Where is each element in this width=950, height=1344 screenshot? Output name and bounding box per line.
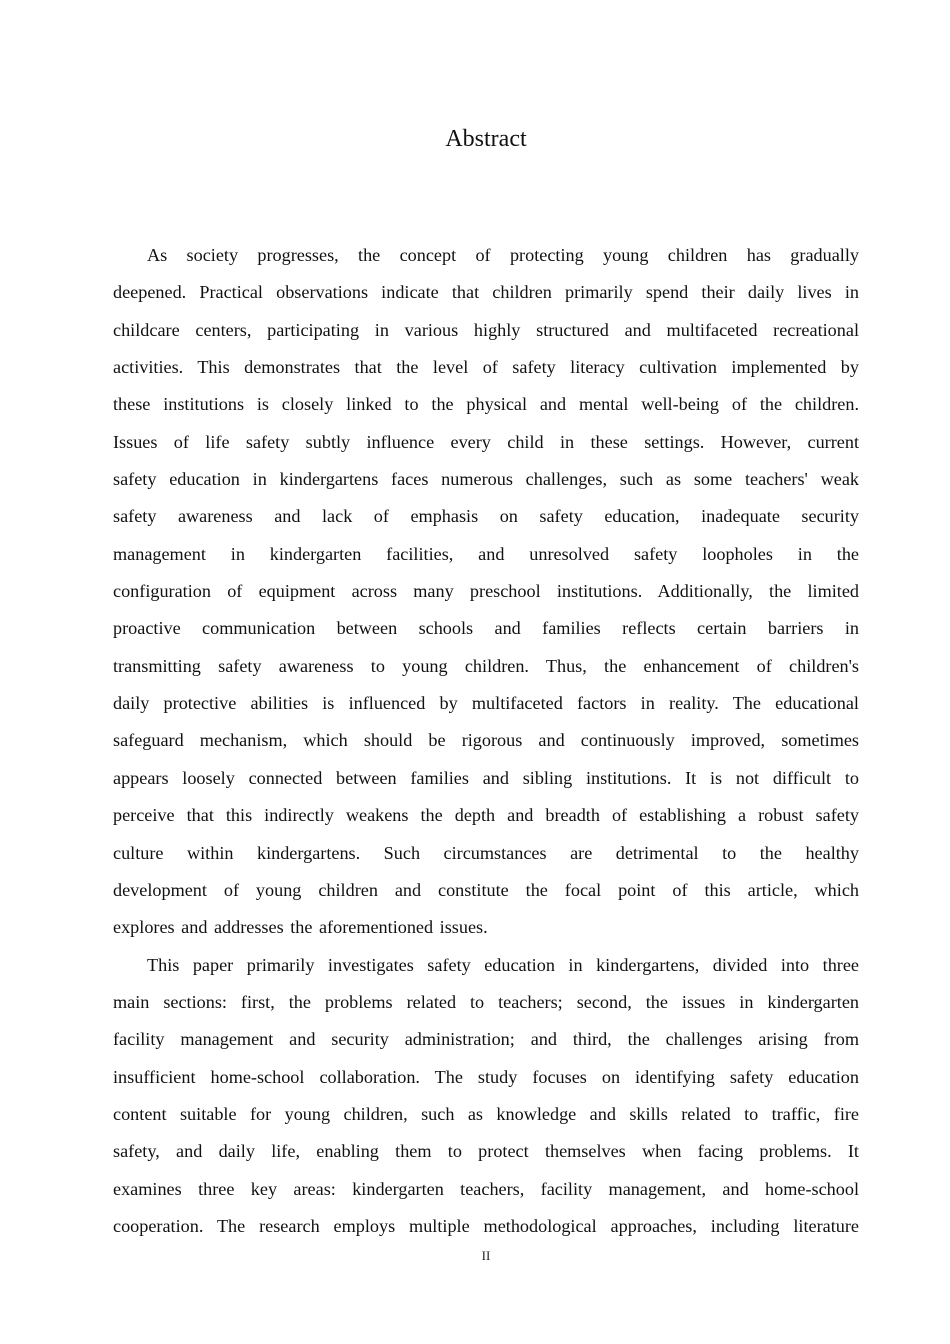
page-title: Abstract <box>445 126 527 152</box>
text-line: development of young children and constitute the focal point of this article, which <box>113 879 859 900</box>
text-line: these institutions is closely linked to the physical and mental well-being of the children. <box>113 394 859 415</box>
text-line: content suitable for young children, such as knowledge and skills related to traffic, fire <box>113 1103 859 1124</box>
abstract-body <box>113 240 859 1248</box>
text-line: appears loosely connected between families and sibling institutions. It is not difficult to <box>113 767 859 788</box>
text-line: deepened. Practical observations indicate that children primarily spend their daily lives in <box>113 282 859 303</box>
page-number: II <box>481 1248 491 1263</box>
text-line: This paper primarily investigates safety education in kindergartens, divided into three <box>147 954 859 975</box>
text-line: facility management and security administration; and third, the challenges arising from <box>113 1029 859 1050</box>
text-line: childcare centers, participating in various highly structured and multifaceted recreational <box>113 319 859 340</box>
text-line: safeguard mechanism, which should be rigorous and continuously improved, sometimes <box>113 730 859 751</box>
text-line: As society progresses, the concept of protecting young children has gradually <box>147 245 859 265</box>
text-line: examines three key areas: kindergarten teachers, facility management, and home-school <box>113 1178 859 1199</box>
text-line: insufficient home-school collaboration. The study focuses on identifying safety education <box>113 1066 859 1087</box>
text-line: proactive communication between schools and families reflects certain barriers in <box>113 618 859 639</box>
paragraph-1 <box>113 240 859 950</box>
text-line: main sections: first, the problems related to teachers; second, the issues in kindergarten <box>113 991 859 1012</box>
text-line: perceive that this indirectly weakens the depth and breadth of establishing a robust safety <box>113 805 859 826</box>
text-line: configuration of equipment across many preschool institutions. Additionally, the limited <box>113 581 859 602</box>
text-line: transmitting safety awareness to young children. Thus, the enhancement of children's <box>113 655 859 676</box>
text-line: culture within kindergartens. Such circumstances are detrimental to the healthy <box>113 842 859 863</box>
text-line: management in kindergarten facilities, and unresolved safety loopholes in the <box>113 543 859 564</box>
text-line: safety education in kindergartens faces numerous challenges, such as some teachers' weak <box>113 469 859 490</box>
text-line: Issues of life safety subtly influence every child in these settings. However, current <box>113 431 859 452</box>
text-line: explores and addresses the aforementioned issues. <box>113 917 488 938</box>
text-line: activities. This demonstrates that the level of safety literacy cultivation implemented by <box>113 357 859 378</box>
text-line: daily protective abilities is influenced by multifaceted factors in reality. The educational <box>113 693 859 714</box>
text-line: cooperation. The research employs multiple methodological approaches, including literature <box>113 1215 859 1236</box>
text-line: safety awareness and lack of emphasis on safety education, inadequate security <box>113 506 859 527</box>
text-line: safety, and daily life, enabling them to protect themselves when facing problems. It <box>113 1141 859 1162</box>
paragraph-2 <box>113 950 859 1249</box>
